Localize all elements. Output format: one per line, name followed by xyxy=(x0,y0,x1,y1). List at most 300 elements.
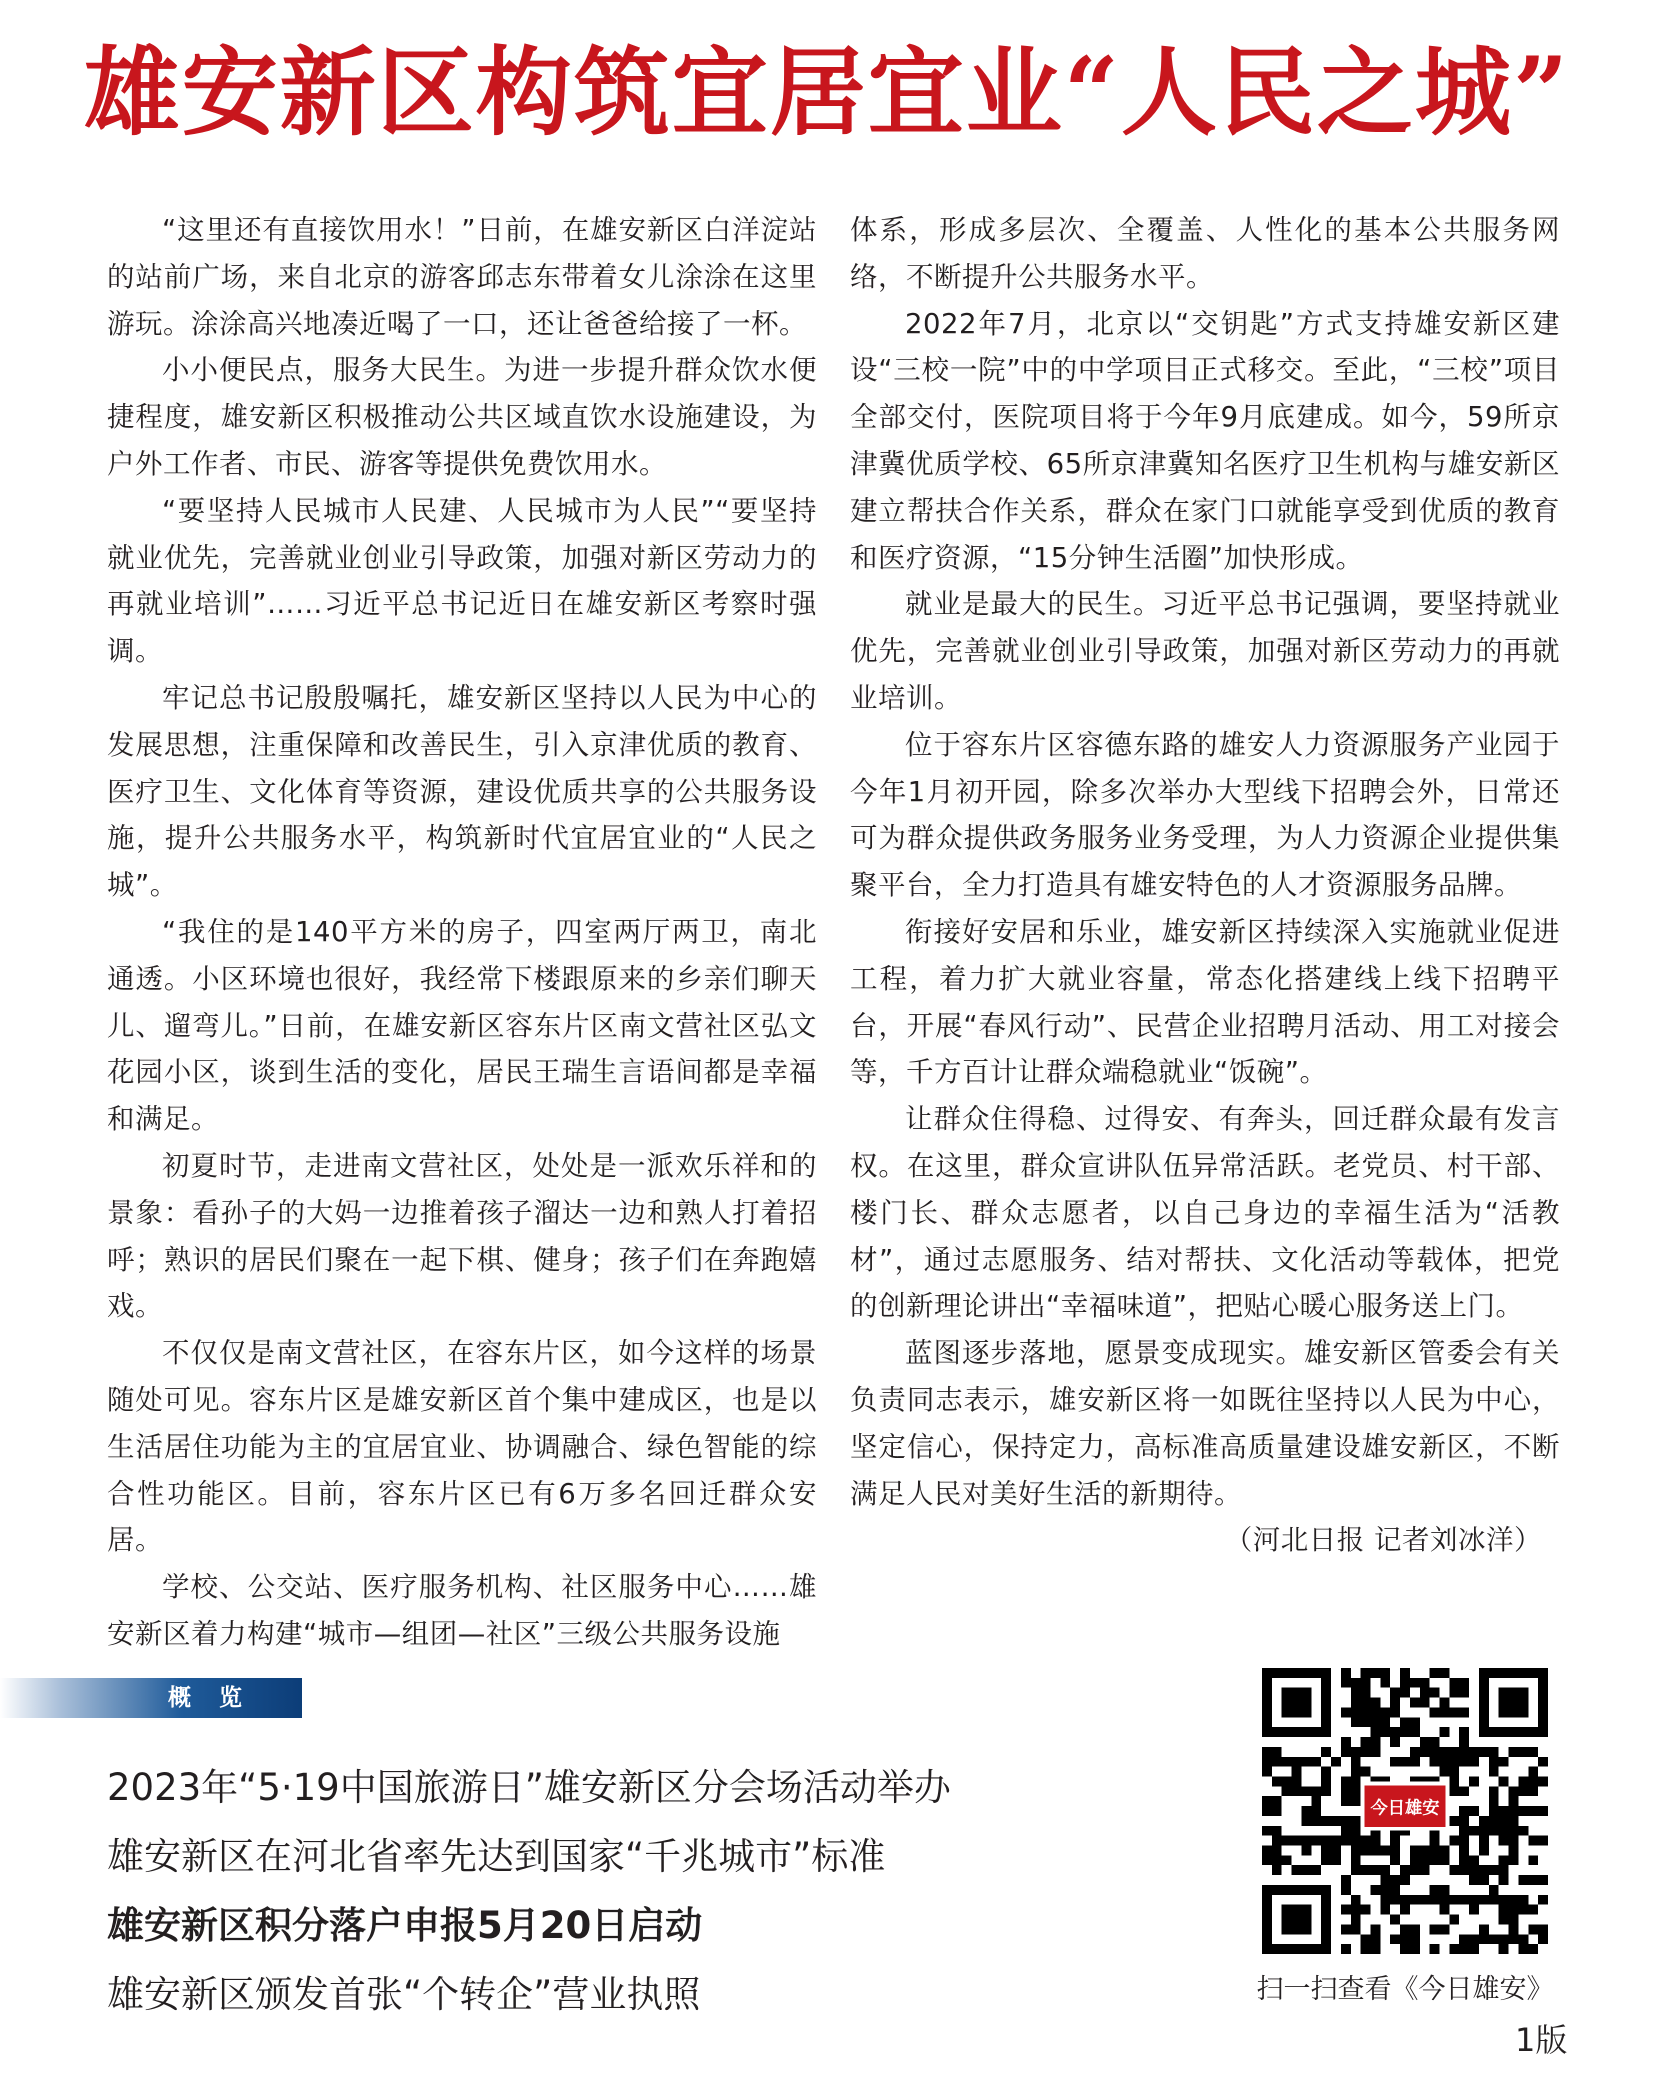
qr-module xyxy=(1341,1796,1351,1806)
qr-module xyxy=(1400,1757,1410,1767)
qr-module xyxy=(1380,1885,1390,1895)
paragraph: 不仅仅是南文营社区，在容东片区，如今这样的场景随处可见。容东片区是雄安新区首个集中建成区，也是以生活居住功能为主的宜居宜业、协调融合、绿色智能的综合性功能区。目前，容东片区已有6万多名回迁群众安居。 xyxy=(107,1337,817,1557)
qr-module xyxy=(1341,1875,1351,1885)
qr-module xyxy=(1351,1905,1361,1915)
qr-module xyxy=(1499,1855,1509,1865)
qr-module xyxy=(1292,1776,1302,1786)
qr-finder-top-left xyxy=(1262,1668,1331,1737)
qr-module xyxy=(1380,1905,1390,1915)
qr-module xyxy=(1449,1915,1459,1925)
qr-module xyxy=(1361,1707,1371,1717)
qr-module xyxy=(1518,1826,1528,1836)
page-number: 1版 xyxy=(1515,2021,1568,2059)
qr-module xyxy=(1479,1836,1489,1846)
qr-module xyxy=(1341,1944,1351,1954)
qr-module xyxy=(1440,1855,1450,1865)
qr-module xyxy=(1272,1806,1282,1816)
qr-finder-top-right xyxy=(1479,1668,1548,1737)
qr-module xyxy=(1410,1717,1420,1727)
qr-module xyxy=(1272,1757,1282,1767)
qr-module xyxy=(1282,1786,1292,1796)
qr-module xyxy=(1410,1895,1420,1905)
qr-module xyxy=(1370,1924,1380,1934)
qr-module xyxy=(1380,1727,1390,1737)
qr-module xyxy=(1321,1816,1331,1826)
article-source: （河北日报 记者刘冰洋） xyxy=(1224,1524,1542,1557)
qr-module xyxy=(1459,1737,1469,1747)
qr-module xyxy=(1400,1668,1410,1678)
qr-module xyxy=(1361,1767,1371,1777)
qr-module xyxy=(1518,1944,1528,1954)
paragraph: 就业是最大的民生。习近平总书记强调，要坚持就业优先，完善就业创业引导政策，加强对新区劳动力的再就业培训。 xyxy=(850,588,1560,714)
qr-module xyxy=(1361,1865,1371,1875)
qr-module xyxy=(1341,1786,1351,1796)
qr-module xyxy=(1509,1905,1519,1915)
qr-module xyxy=(1351,1836,1361,1846)
qr-module xyxy=(1400,1865,1410,1875)
qr-module xyxy=(1459,1934,1469,1944)
qr-module xyxy=(1528,1747,1538,1757)
qr-module xyxy=(1262,1757,1272,1767)
qr-module xyxy=(1449,1757,1459,1767)
paragraph: 牢记总书记殷殷嘱托，雄安新区坚持以人民为中心的发展思想，注重保障和改善民生，引入京津优质的教育、医疗卫生、文化体育等资源，建设优质共享的公共服务设施，提升公共服务水平，构筑新时代宜居宜业的“人民之城”。 xyxy=(107,681,817,902)
qr-module xyxy=(1528,1875,1538,1885)
qr-module xyxy=(1479,1895,1489,1905)
qr-module xyxy=(1449,1944,1459,1954)
qr-module xyxy=(1311,1865,1321,1875)
qr-module xyxy=(1390,1707,1400,1717)
qr-module xyxy=(1390,1727,1400,1737)
qr-module xyxy=(1459,1806,1469,1816)
qr-module xyxy=(1430,1707,1440,1717)
qr-module xyxy=(1420,1698,1430,1708)
qr-module xyxy=(1459,1846,1469,1856)
qr-module xyxy=(1420,1747,1430,1757)
qr-module xyxy=(1282,1757,1292,1767)
qr-module xyxy=(1449,1707,1459,1717)
qr-module xyxy=(1449,1747,1459,1757)
qr-module xyxy=(1351,1846,1361,1856)
qr-module xyxy=(1518,1875,1528,1885)
paragraph: 位于容东片区容德东路的雄安人力资源服务产业园于今年1月初开园，除多次举办大型线下招聘会外，日常还可为群众提供政务服务业务受理，为人力资源企业提供集聚平台，全力打造具有雄安特色的人才资源服务品牌。 xyxy=(850,728,1560,902)
overview-section-label: 概 览 xyxy=(167,1685,252,1711)
qr-module xyxy=(1489,1816,1499,1826)
qr-module xyxy=(1509,1796,1519,1806)
qr-module xyxy=(1351,1826,1361,1836)
qr-module xyxy=(1528,1905,1538,1915)
qr-module xyxy=(1469,1944,1479,1954)
qr-module xyxy=(1400,1727,1410,1737)
qr-module xyxy=(1518,1776,1528,1786)
qr-module xyxy=(1479,1816,1489,1826)
qr-module xyxy=(1282,1776,1292,1786)
qr-module xyxy=(1410,1944,1420,1954)
qr-module xyxy=(1341,1776,1351,1786)
qr-module xyxy=(1528,1855,1538,1865)
qr-module xyxy=(1489,1885,1499,1895)
qr-module xyxy=(1518,1895,1528,1905)
qr-module xyxy=(1390,1885,1400,1895)
qr-module xyxy=(1341,1678,1351,1688)
qr-module xyxy=(1469,1865,1479,1875)
qr-module xyxy=(1528,1767,1538,1777)
qr-module xyxy=(1430,1885,1440,1895)
qr-module xyxy=(1499,1757,1509,1767)
qr-module xyxy=(1301,1836,1311,1846)
qr-module xyxy=(1311,1816,1321,1826)
qr-module xyxy=(1361,1717,1371,1727)
qr-module xyxy=(1311,1806,1321,1816)
qr-module xyxy=(1440,1924,1450,1934)
qr-module xyxy=(1440,1727,1450,1737)
qr-module xyxy=(1459,1865,1469,1875)
qr-module xyxy=(1469,1934,1479,1944)
qr-module xyxy=(1341,1747,1351,1757)
qr-module xyxy=(1509,1846,1519,1856)
qr-module xyxy=(1440,1668,1450,1678)
qr-module xyxy=(1361,1668,1371,1678)
qr-module xyxy=(1509,1855,1519,1865)
qr-module xyxy=(1370,1668,1380,1678)
qr-module xyxy=(1361,1905,1371,1915)
qr-module xyxy=(1370,1934,1380,1944)
qr-module xyxy=(1440,1757,1450,1767)
paragraph: 小小便民点，服务大民生。为进一步提升群众饮水便捷程度，雄安新区积极推动公共区域直饮水设施建设，为户外工作者、市民、游客等提供免费饮用水。 xyxy=(107,354,817,480)
qr-module xyxy=(1509,1786,1519,1796)
qr-module xyxy=(1469,1757,1479,1767)
qr-module xyxy=(1262,1846,1272,1856)
qr-module xyxy=(1420,1737,1430,1747)
qr-module xyxy=(1410,1846,1420,1856)
qr-module xyxy=(1380,1846,1390,1856)
qr-module xyxy=(1361,1688,1371,1698)
qr-module xyxy=(1370,1727,1380,1737)
qr-module xyxy=(1390,1836,1400,1846)
qr-module xyxy=(1518,1934,1528,1944)
qr-module xyxy=(1361,1698,1371,1708)
qr-module xyxy=(1301,1757,1311,1767)
qr-module xyxy=(1410,1855,1420,1865)
qr-module xyxy=(1469,1776,1479,1786)
qr-module xyxy=(1351,1678,1361,1688)
qr-module xyxy=(1509,1826,1519,1836)
qr-module xyxy=(1499,1836,1509,1846)
qr-module xyxy=(1509,1934,1519,1944)
qr-module xyxy=(1351,1895,1361,1905)
qr-module xyxy=(1440,1846,1450,1856)
qr-module xyxy=(1449,1816,1459,1826)
qr-module xyxy=(1351,1767,1361,1777)
qr-module xyxy=(1370,1885,1380,1895)
qr-module xyxy=(1361,1737,1371,1747)
qr-module xyxy=(1361,1747,1371,1757)
qr-module xyxy=(1361,1934,1371,1944)
qr-module xyxy=(1292,1836,1302,1846)
qr-module xyxy=(1400,1678,1410,1688)
qr-module xyxy=(1538,1924,1548,1934)
qr-module xyxy=(1459,1826,1469,1836)
qr-module xyxy=(1370,1737,1380,1747)
qr-module xyxy=(1430,1747,1440,1757)
qr-caption: 扫一扫查看《今日雄安》 xyxy=(1256,1974,1554,2005)
qr-module xyxy=(1538,1875,1548,1885)
qr-module xyxy=(1430,1855,1440,1865)
qr-center-logo xyxy=(1361,1781,1450,1830)
paragraph-continuation: 体系，形成多层次、全覆盖、人性化的基本公共服务网络，不断提升公共服务水平。 xyxy=(850,214,1560,293)
qr-module xyxy=(1538,1806,1548,1816)
qr-module xyxy=(1361,1836,1371,1846)
qr-module xyxy=(1301,1865,1311,1875)
qr-module xyxy=(1489,1796,1499,1806)
qr-module xyxy=(1361,1678,1371,1688)
headline: 雄安新区构筑宜居宜业“人民之城” xyxy=(83,36,1571,149)
qr-module xyxy=(1410,1727,1420,1737)
qr-module xyxy=(1390,1855,1400,1865)
qr-module xyxy=(1420,1688,1430,1698)
qr-module xyxy=(1390,1698,1400,1708)
qr-module xyxy=(1509,1915,1519,1925)
qr-module xyxy=(1440,1905,1450,1915)
qr-module xyxy=(1489,1747,1499,1757)
qr-module xyxy=(1311,1786,1321,1796)
qr-module xyxy=(1499,1905,1509,1915)
news-headline[interactable]: 雄安新区在河北省率先达到国家“千兆城市”标准 xyxy=(107,1835,886,1878)
qr-module xyxy=(1311,1796,1321,1806)
qr-module xyxy=(1440,1767,1450,1777)
qr-code[interactable] xyxy=(1262,1668,1548,1954)
qr-module xyxy=(1449,1767,1459,1777)
qr-module xyxy=(1518,1786,1528,1796)
overview-news-list xyxy=(107,1753,1187,2029)
qr-module xyxy=(1528,1776,1538,1786)
paragraph: “要坚持人民城市人民建、人民城市为人民”“要坚持就业优先，完善就业创业引导政策，加强对新区劳动力的再就业培训”……习近平总书记近日在雄安新区考察时强调。 xyxy=(107,494,817,668)
qr-module xyxy=(1489,1934,1499,1944)
qr-module xyxy=(1509,1816,1519,1826)
qr-module xyxy=(1272,1826,1282,1836)
qr-module xyxy=(1499,1944,1509,1954)
qr-module xyxy=(1459,1836,1469,1846)
qr-module xyxy=(1538,1934,1548,1944)
qr-module xyxy=(1518,1747,1528,1757)
qr-module xyxy=(1321,1776,1331,1786)
qr-module xyxy=(1469,1826,1479,1836)
paragraph: 蓝图逐步落地，愿景变成现实。雄安新区管委会有关负责同志表示，雄安新区将一如既往坚持以人民为中心，坚定信心，保持定力，高标准高质量建设雄安新区，不断满足人民对美好生活的新期待。 xyxy=(850,1337,1560,1510)
qr-module xyxy=(1370,1836,1380,1846)
qr-module xyxy=(1341,1668,1351,1678)
qr-module xyxy=(1459,1727,1469,1737)
qr-module xyxy=(1400,1688,1410,1698)
qr-module xyxy=(1351,1786,1361,1796)
qr-module xyxy=(1410,1934,1420,1944)
qr-module xyxy=(1272,1836,1282,1846)
qr-module xyxy=(1410,1747,1420,1757)
qr-module xyxy=(1262,1806,1272,1816)
qr-module xyxy=(1370,1865,1380,1875)
qr-module xyxy=(1440,1747,1450,1757)
qr-module xyxy=(1331,1855,1341,1865)
qr-module xyxy=(1331,1757,1341,1767)
qr-module xyxy=(1370,1747,1380,1757)
qr-module xyxy=(1262,1826,1272,1836)
qr-module xyxy=(1262,1796,1272,1806)
qr-module xyxy=(1351,1796,1361,1806)
qr-module xyxy=(1499,1875,1509,1885)
qr-module xyxy=(1479,1865,1489,1875)
qr-module xyxy=(1459,1747,1469,1757)
qr-module xyxy=(1380,1717,1390,1727)
qr-module xyxy=(1341,1836,1351,1846)
qr-module xyxy=(1390,1895,1400,1905)
qr-module xyxy=(1499,1776,1509,1786)
qr-module xyxy=(1420,1865,1430,1875)
qr-module xyxy=(1341,1905,1351,1915)
qr-module xyxy=(1282,1836,1292,1846)
qr-module xyxy=(1390,1934,1400,1944)
qr-module xyxy=(1370,1717,1380,1727)
qr-module xyxy=(1449,1836,1459,1846)
qr-module xyxy=(1469,1875,1479,1885)
qr-module xyxy=(1380,1707,1390,1717)
qr-module xyxy=(1321,1767,1331,1777)
qr-module xyxy=(1459,1757,1469,1767)
qr-module xyxy=(1489,1757,1499,1767)
qr-module xyxy=(1489,1786,1499,1796)
qr-module xyxy=(1459,1944,1469,1954)
qr-module xyxy=(1311,1757,1321,1767)
qr-module xyxy=(1469,1855,1479,1865)
qr-module xyxy=(1459,1895,1469,1905)
qr-module xyxy=(1538,1836,1548,1846)
qr-module xyxy=(1351,1865,1361,1875)
qr-module xyxy=(1528,1944,1538,1954)
qr-module xyxy=(1410,1865,1420,1875)
qr-module xyxy=(1499,1865,1509,1875)
qr-module xyxy=(1509,1924,1519,1934)
qr-module xyxy=(1341,1885,1351,1895)
article-left-column xyxy=(107,207,817,1658)
qr-module xyxy=(1301,1806,1311,1816)
qr-module xyxy=(1459,1855,1469,1865)
qr-module xyxy=(1351,1915,1361,1925)
qr-module xyxy=(1449,1865,1459,1875)
qr-module xyxy=(1390,1737,1400,1747)
qr-module xyxy=(1528,1786,1538,1796)
qr-module xyxy=(1410,1698,1420,1708)
qr-module xyxy=(1440,1698,1450,1708)
qr-module xyxy=(1518,1905,1528,1915)
qr-module xyxy=(1351,1717,1361,1727)
paragraph: “这里还有直接饮用水！”日前，在雄安新区白洋淀站的站前广场，来自北京的游客邱志东带着女儿涂涂在这里游玩。涂涂高兴地凑近喝了一口，还让爸爸给接了一杯。 xyxy=(107,214,817,340)
qr-module xyxy=(1430,1836,1440,1846)
qr-module xyxy=(1341,1707,1351,1717)
qr-module xyxy=(1282,1855,1292,1865)
qr-module xyxy=(1489,1806,1499,1816)
qr-module xyxy=(1351,1776,1361,1786)
qr-module xyxy=(1262,1855,1272,1865)
qr-module xyxy=(1262,1747,1272,1757)
paragraph: 让群众住得稳、过得安、有奔头，回迁群众最有发言权。在这里，群众宣讲队伍异常活跃。老党员、村干部、楼门长、群众志愿者，以自己身边的幸福生活为“活教材”，通过志愿服务、结对帮扶、文化活动等载体，把党的创新理论讲出“幸福味道”，把贴心暖心服务送上门。 xyxy=(850,1103,1560,1323)
qr-module xyxy=(1469,1895,1479,1905)
qr-module xyxy=(1400,1905,1410,1915)
qr-module xyxy=(1331,1846,1341,1856)
qr-module xyxy=(1499,1895,1509,1905)
qr-module xyxy=(1331,1816,1341,1826)
qr-module xyxy=(1469,1747,1479,1757)
qr-module xyxy=(1341,1737,1351,1747)
paragraph: “我住的是140平方米的房子，四室两厅两卫，南北通透。小区环境也很好，我经常下楼跟原来的乡亲们聊天儿、遛弯儿。”日前，在雄安新区容东片区南文营社区弘文花园小区，谈到生活的变化，居民王瑞生言语间都是幸福和满足。 xyxy=(107,915,817,1136)
paragraph: 2022年7月，北京以“交钥匙”方式支持雄安新区建设“三校一院”中的中学项目正式移交。至此，“三校”项目全部交付，医院项目将于今年9月底建成。如今，59所京津冀优质学校、65所京津冀知名医疗卫生机构与雄安新区建立帮扶合作关系，群众在家门口就能享受到优质的教育和医疗资源，“15分钟生活圈”加快形成。 xyxy=(850,307,1560,574)
qr-module xyxy=(1301,1786,1311,1796)
qr-module xyxy=(1430,1895,1440,1905)
qr-module xyxy=(1509,1806,1519,1816)
qr-module xyxy=(1351,1707,1361,1717)
qr-module xyxy=(1479,1846,1489,1856)
qr-module xyxy=(1528,1924,1538,1934)
news-headline[interactable]: 2023年“5·19中国旅游日”雄安新区分会场活动举办 xyxy=(107,1766,951,1809)
qr-module xyxy=(1410,1678,1420,1688)
qr-module xyxy=(1351,1747,1361,1757)
qr-module xyxy=(1351,1757,1361,1767)
qr-module xyxy=(1292,1786,1302,1796)
qr-module xyxy=(1518,1806,1528,1816)
qr-module xyxy=(1479,1875,1489,1885)
qr-module xyxy=(1370,1846,1380,1856)
qr-module xyxy=(1499,1934,1509,1944)
qr-module xyxy=(1321,1846,1331,1856)
paragraph: 衔接好安居和乐业，雄安新区持续深入实施就业促进工程，着力扩大就业容量，常态化搭建线上线下招聘平台，开展“春风行动”、民营企业招聘月活动、用工对接会等，千方百计让群众端稳就业“饭碗”。 xyxy=(850,915,1560,1089)
qr-module xyxy=(1370,1707,1380,1717)
qr-module xyxy=(1440,1707,1450,1717)
qr-module xyxy=(1390,1915,1400,1925)
qr-module xyxy=(1301,1846,1311,1856)
qr-module xyxy=(1361,1944,1371,1954)
qr-module xyxy=(1449,1786,1459,1796)
qr-module xyxy=(1430,1668,1440,1678)
qr-module xyxy=(1361,1846,1371,1856)
qr-module xyxy=(1380,1875,1390,1885)
qr-module xyxy=(1479,1747,1489,1757)
news-headline[interactable]: 雄安新区积分落户申报5月20日启动 xyxy=(107,1904,703,1947)
qr-finder-bottom-left xyxy=(1262,1885,1331,1954)
qr-module xyxy=(1469,1905,1479,1915)
qr-module xyxy=(1272,1846,1282,1856)
qr-module xyxy=(1331,1836,1341,1846)
qr-module xyxy=(1400,1944,1410,1954)
qr-module xyxy=(1301,1816,1311,1826)
qr-module xyxy=(1499,1816,1509,1826)
qr-module xyxy=(1272,1865,1282,1875)
qr-module xyxy=(1272,1855,1282,1865)
qr-module xyxy=(1262,1767,1272,1777)
qr-module xyxy=(1380,1895,1390,1905)
qr-module xyxy=(1390,1757,1400,1767)
paragraph: 初夏时节，走进南文营社区，处处是一派欢乐祥和的景象：看孙子的大妈一边推着孩子溜达一边和熟人打着招呼；熟识的居民们聚在一起下棋、健身；孩子们在奔跑嬉戏。 xyxy=(107,1149,817,1323)
qr-module xyxy=(1499,1915,1509,1925)
qr-module xyxy=(1272,1747,1282,1757)
qr-module xyxy=(1430,1944,1440,1954)
qr-module xyxy=(1292,1767,1302,1777)
news-headline[interactable]: 雄安新区颁发首张“个转企”营业执照 xyxy=(107,1973,701,2016)
qr-module xyxy=(1400,1895,1410,1905)
qr-module xyxy=(1410,1924,1420,1934)
qr-module xyxy=(1479,1924,1489,1934)
qr-module xyxy=(1489,1865,1499,1875)
qr-module xyxy=(1351,1698,1361,1708)
qr-module xyxy=(1459,1786,1469,1796)
qr-module xyxy=(1292,1865,1302,1875)
qr-module xyxy=(1292,1757,1302,1767)
qr-module xyxy=(1528,1836,1538,1846)
